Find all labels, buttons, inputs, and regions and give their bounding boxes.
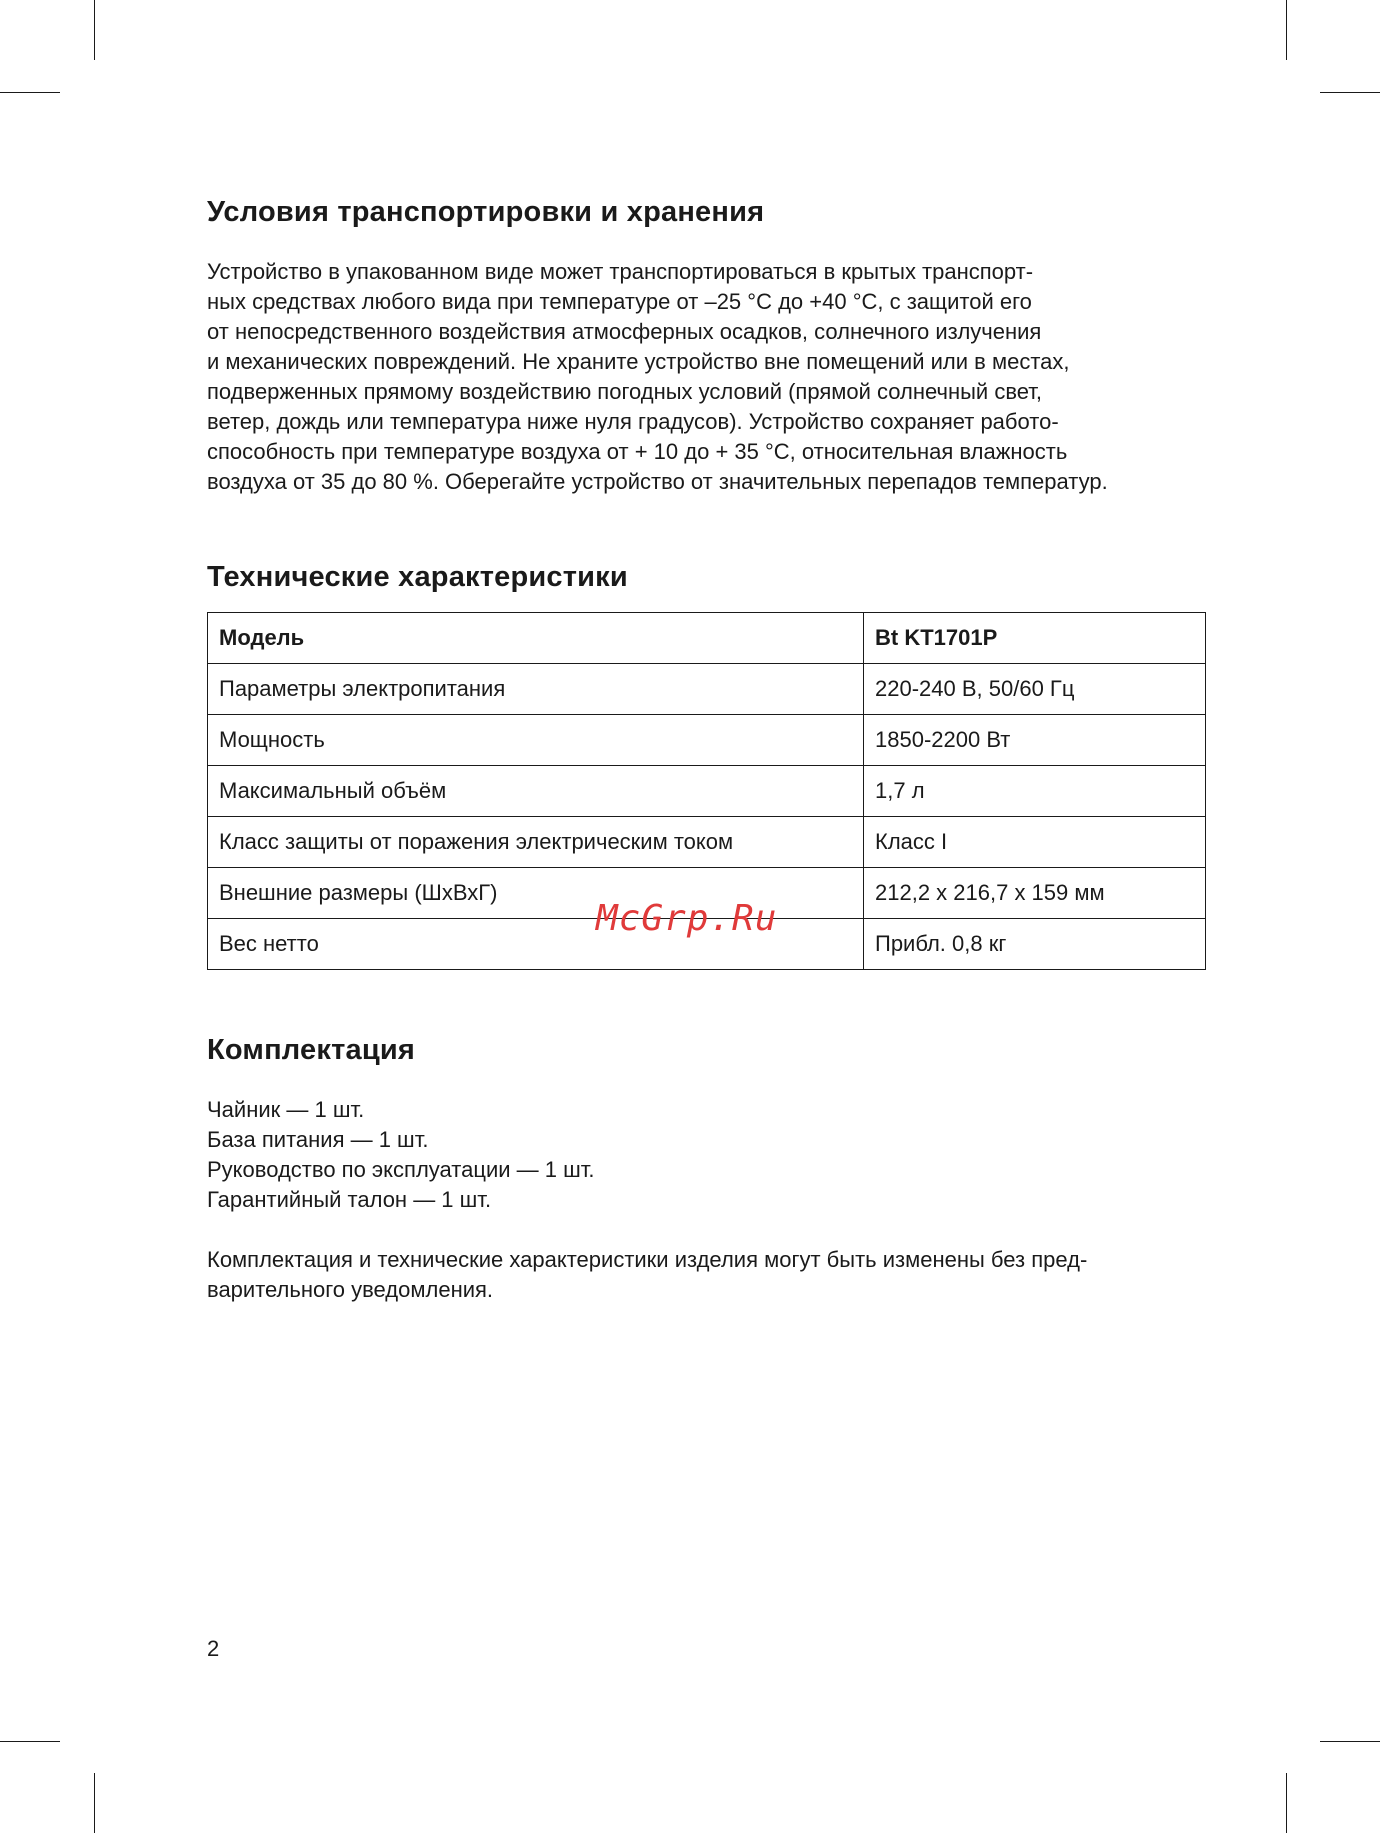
table-row <box>208 715 1206 766</box>
transport-line: ных средствах любого вида при температуре от –25 °C до +40 °C, с защитой его <box>207 289 1032 314</box>
table-row <box>208 766 1206 817</box>
crop-mark-bottom-right-vertical <box>1286 1773 1287 1833</box>
spec-label: Максимальный объём <box>208 766 864 817</box>
transport-line: воздуха от 35 до 80 %. Оберегайте устройство от значительных перепадов температур. <box>207 469 1108 494</box>
table-row <box>208 817 1206 868</box>
spec-value: 212,2 x 216,7 x 159 мм <box>864 868 1206 919</box>
spec-label: Класс защиты от поражения электрическим током <box>208 817 864 868</box>
crop-mark-bottom-left-horizontal <box>0 1741 60 1742</box>
list-item: Гарантийный талон — 1 шт. <box>207 1187 492 1212</box>
crop-mark-top-left-horizontal <box>0 92 60 93</box>
transport-paragraph <box>207 257 1207 497</box>
spec-value: 1,7 л <box>864 766 1206 817</box>
spec-label: Вес нетто <box>208 919 864 970</box>
table-row <box>208 664 1206 715</box>
crop-mark-bottom-right-horizontal <box>1320 1741 1380 1742</box>
spec-label: Модель <box>208 613 864 664</box>
transport-line: способность при температуре воздуха от + 10 до + 35 °C, относительная влажность <box>207 439 1068 464</box>
specs-heading: Технические характеристики <box>207 561 628 593</box>
transport-line: от непосредственного воздействия атмосферных осадков, солнечного излучения <box>207 319 1042 344</box>
kit-note-line: варительного уведомления. <box>207 1277 494 1302</box>
crop-mark-bottom-left-vertical <box>94 1773 95 1833</box>
spec-value: 220-240 В, 50/60 Гц <box>864 664 1206 715</box>
kit-note <box>207 1245 1207 1305</box>
kit-heading: Комплектация <box>207 1034 415 1066</box>
crop-mark-top-left-vertical <box>94 0 95 60</box>
list-item: Чайник — 1 шт. <box>207 1097 365 1122</box>
transport-line: ветер, дождь или температура ниже нуля градусов). Устройство сохраняет работо- <box>207 409 1059 434</box>
list-item: Руководство по эксплуатации — 1 шт. <box>207 1157 595 1182</box>
list-item: База питания — 1 шт. <box>207 1127 429 1152</box>
spec-label: Мощность <box>208 715 864 766</box>
transport-heading: Условия транспортировки и хранения <box>207 196 765 228</box>
transport-line: подверженных прямому воздействию погодных условий (прямой солнечный свет, <box>207 379 1043 404</box>
spec-label: Внешние размеры (ШхВхГ) <box>208 868 864 919</box>
spec-value: 1850-2200 Вт <box>864 715 1206 766</box>
crop-mark-top-right-vertical <box>1286 0 1287 60</box>
kit-list <box>207 1095 1207 1215</box>
crop-mark-top-right-horizontal <box>1320 92 1380 93</box>
table-row <box>208 613 1206 664</box>
transport-line: и механических повреждений. Не храните устройство вне помещений или в местах, <box>207 349 1070 374</box>
page-content <box>207 196 1207 1305</box>
kit-note-line: Комплектация и технические характеристики изделия могут быть изменены без пред- <box>207 1247 1088 1272</box>
spec-value: Bt KT1701P <box>864 613 1206 664</box>
watermark: McGrp.Ru <box>596 898 778 939</box>
page-number: 2 <box>207 1636 220 1661</box>
transport-line: Устройство в упакованном виде может транспортироваться в крытых транспорт- <box>207 259 1034 284</box>
spec-value: Класс I <box>864 817 1206 868</box>
spec-label: Параметры электропитания <box>208 664 864 715</box>
spec-value: Прибл. 0,8 кг <box>864 919 1206 970</box>
